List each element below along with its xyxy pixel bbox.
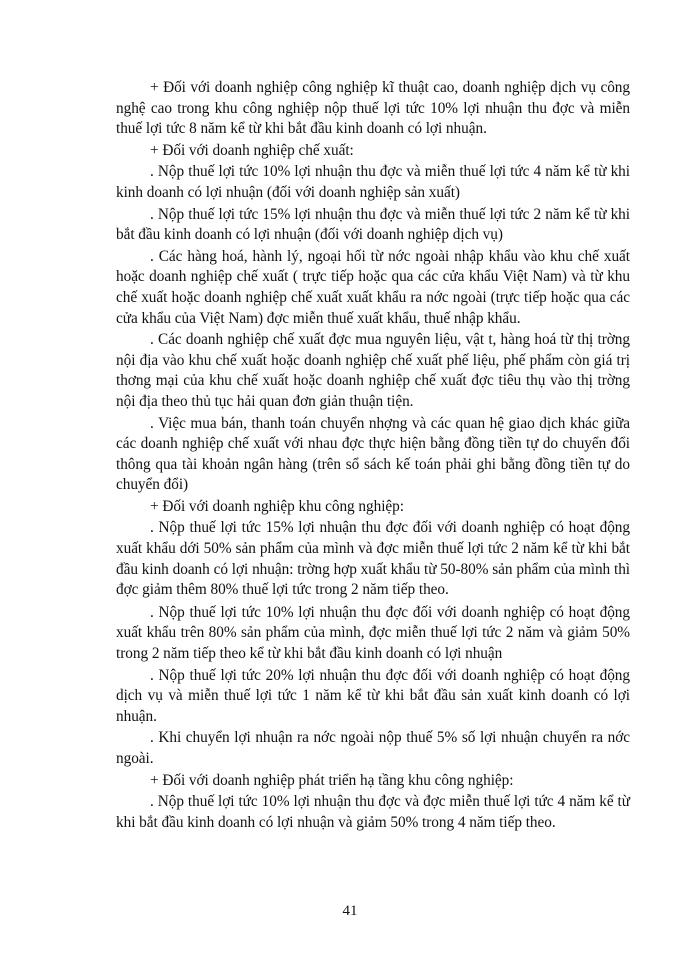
heading-export-processing-enterprises: + Đối với doanh nghiệp chế xuất:	[150, 141, 354, 159]
paragraph-export-services: . Nộp thuế lợi tức 15% lợi nhuận thu đợc và miễn thuế lợi tức 2 năm kể từ khi bắt đầu kinh doanh có lợi nhuận (đối với doanh nghiệp dịch vụ)	[116, 205, 630, 244]
document-page	[116, 78, 630, 834]
page-number: 41	[342, 903, 358, 919]
paragraph-domestic-materials: . Các doanh nghiệp chế xuất đợc mua nguyên liệu, vật t, hàng hoá từ thị trờng nội địa vào khu chế xuất hoặc doanh nghiệp chế xuất phế liệu, phế phẩm còn giá trị thơng mại của khu chế xuất hoặc doanh nghiệp chế xuất đợc tiêu thụ vào thị trờng nội địa theo thủ tục hải quan đơn giản thuận tiện.	[116, 331, 630, 410]
paragraph-profit-transfer: . Khi chuyển lợi nhuận ra nớc ngoài nộp thuế 5% số lợi nhuận chuyển ra nớc ngoài.	[116, 729, 630, 767]
paragraph-high-tech-enterprises: + Đối với doanh nghiệp công nghiệp kĩ thuật cao, doanh nghiệp dịch vụ công nghệ cao trong khu công nghiệp nộp thuế lợi tức 10% lợi nhuận thu đợc và miễn thuế lợi tức 8 năm kể từ khi bắt đầu kinh doanh có lợi nhuận.	[116, 79, 630, 138]
paragraph-tax-10-percent: . Nộp thuế lợi tức 10% lợi nhuận thu đợc đối với doanh nghiệp có hoạt động xuất khẩu trên 80% sản phẩm của mình, đợc miễn thuế lợi tức 2 năm và giảm 50% trong 2 năm tiếp theo kể từ khi bắt đầu kinh doanh có lợi nhuận	[116, 603, 630, 663]
paragraph-tax-20-percent: . Nộp thuế lợi tức 20% lợi nhuận thu đợc đối với doanh nghiệp có hoạt động dịch vụ và miễn thuế lợi tức 1 năm kể từ khi bắt đầu sản xuất kinh doanh có lợi nhuận.	[116, 666, 630, 725]
paragraph-export-production: . Nộp thuế lợi tức 10% lợi nhuận thu đợc và miễn thuế lợi tức 4 năm kể từ khi kinh doanh có lợi nhuận (đối với doanh nghiệp sản xuất)	[116, 163, 630, 201]
paragraph-goods-import-export: . Các hàng hoá, hành lý, ngoại hối từ nớc ngoài nhập khẩu vào khu chế xuất hoặc doanh nghiệp chế xuất ( trực tiếp hoặc qua các cửa khẩu Việt Nam) và từ khu chế xuất hoặc doanh nghiệp chế xuất xuất khẩu ra nớc ngoài (trực tiếp hoặc qua các cửa khẩu của Việt Nam) đợc miễn thuế xuất khẩu, thuế nhập khẩu.	[116, 247, 630, 327]
paragraph-payments-currency: . Việc mua bán, thanh toán chuyển nhợng và các quan hệ giao dịch khác giữa các doanh nghiệp chế xuất với nhau đợc thực hiện bằng đồng tiền tự do chuyển đổi thông qua tài khoản ngân hàng (trên sổ sách kế toán phải ghi bằng đồng tiền tự do chuyển đổi)	[116, 414, 630, 494]
paragraph-infrastructure-tax: . Nộp thuế lợi tức 10% lợi nhuận thu đợc và đợc miễn thuế lợi tức 4 năm kể từ khi bắt đầu kinh doanh có lợi nhuận và giảm 50% trong 4 năm tiếp theo.	[116, 793, 630, 831]
heading-industrial-zone-enterprises: + Đối với doanh nghiệp khu công nghiệp:	[150, 497, 404, 515]
heading-infrastructure-developers: + Đối với doanh nghiệp phát triển hạ tầng khu công nghiệp:	[150, 771, 514, 789]
paragraph-tax-15-percent: . Nộp thuế lợi tức 15% lợi nhuận thu đợc đối với doanh nghiệp có hoạt động xuất khẩu dới 50% sản phẩm của mình và đợc miễn thuế lợi tức 2 năm kể từ khi bắt đầu kinh doanh có lợi nhuận: trờng hợp xuất khẩu từ 50-80% sản phẩm của mình thì đợc giảm thêm 80% thuế lợi tức trong 2 năm tiếp theo.	[116, 519, 630, 599]
